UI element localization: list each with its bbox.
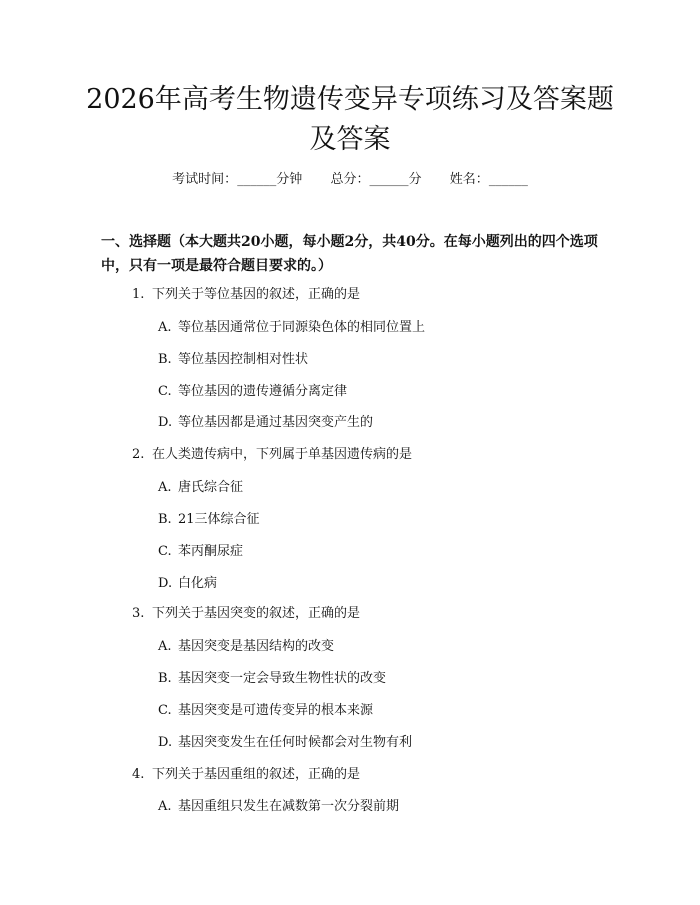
option-letter: B.: [158, 352, 172, 367]
option-letter: C.: [158, 703, 172, 718]
question-2: [132, 443, 412, 462]
option-text: 基因突变是基因结构的改变: [178, 639, 335, 654]
option-letter: B.: [158, 671, 172, 686]
question-text: 下列关于基因重组的叙述，正确的是: [152, 767, 361, 782]
option-letter: A.: [158, 639, 172, 654]
score-unit: 分: [408, 172, 422, 187]
question-1: [132, 283, 360, 302]
question-2-option-a: [158, 476, 243, 495]
question-text: 下列关于基因突变的叙述，正确的是: [152, 606, 361, 621]
question-4: [132, 763, 360, 782]
question-1-option-c: [158, 380, 347, 399]
question-3-option-c: [158, 699, 373, 718]
option-letter: B.: [158, 512, 172, 527]
option-letter: A.: [158, 480, 172, 495]
option-text: 等位基因控制相对性状: [178, 352, 309, 367]
option-text: 苯丙酮尿症: [178, 544, 244, 559]
option-text: 等位基因的遗传遵循分离定律: [178, 384, 348, 399]
option-text: 等位基因都是通过基因突变产生的: [178, 415, 374, 430]
question-number: 1.: [132, 287, 145, 302]
question-3-option-d: [158, 731, 412, 750]
exam-info: [0, 168, 700, 187]
question-1-option-b: [158, 348, 308, 367]
question-1-option-d: [158, 411, 373, 430]
title-line-2: 及答案: [309, 124, 391, 155]
question-number: 4.: [132, 767, 145, 782]
title-line-1: 2026年高考生物遗传变异专项练习及答案题: [86, 84, 614, 115]
time-label: 考试时间：: [172, 172, 238, 187]
question-2-option-d: [158, 572, 217, 591]
option-text: 基因突变是可遗传变异的根本来源: [178, 703, 374, 718]
option-letter: D.: [158, 415, 173, 430]
question-text: 下列关于等位基因的叙述，正确的是: [152, 287, 361, 302]
question-3: [132, 602, 360, 621]
name-blank: ______: [488, 172, 528, 187]
option-letter: A.: [158, 320, 172, 335]
question-3-option-b: [158, 667, 386, 686]
document-title: [60, 80, 640, 160]
option-letter: A.: [158, 799, 172, 814]
option-text: 基因重组只发生在减数第一次分裂前期: [178, 799, 400, 814]
question-number: 3.: [132, 606, 145, 621]
question-2-option-c: [158, 540, 243, 559]
option-text: 唐氏综合征: [178, 480, 244, 495]
time-unit: 分钟: [276, 172, 303, 187]
time-blank: ______: [237, 172, 277, 187]
option-text: 基因突变发生在任何时候都会对生物有利: [178, 735, 413, 750]
section-heading: 一、选择题（本大题共20小题，每小题2分，共40分。在每小题列出的四个选项中，只有一项是最符合题目要求的。）: [101, 234, 598, 274]
option-letter: C.: [158, 544, 172, 559]
option-letter: D.: [158, 735, 173, 750]
question-1-option-a: [158, 316, 425, 335]
option-letter: C.: [158, 384, 172, 399]
score-blank: ______: [369, 172, 409, 187]
score-label: 总分：: [330, 172, 370, 187]
option-text: 等位基因通常位于同源染色体的相同位置上: [178, 320, 426, 335]
question-3-option-a: [158, 635, 334, 654]
question-4-option-a: [158, 795, 399, 814]
option-text: 基因突变一定会导致生物性状的改变: [178, 671, 387, 686]
question-text: 在人类遗传病中，下列属于单基因遗传病的是: [152, 447, 413, 462]
question-number: 2.: [132, 447, 145, 462]
option-text: 21三体综合征: [178, 512, 260, 527]
option-letter: D.: [158, 576, 173, 591]
question-2-option-b: [158, 508, 260, 527]
name-label: 姓名：: [449, 172, 489, 187]
option-text: 白化病: [178, 576, 218, 591]
